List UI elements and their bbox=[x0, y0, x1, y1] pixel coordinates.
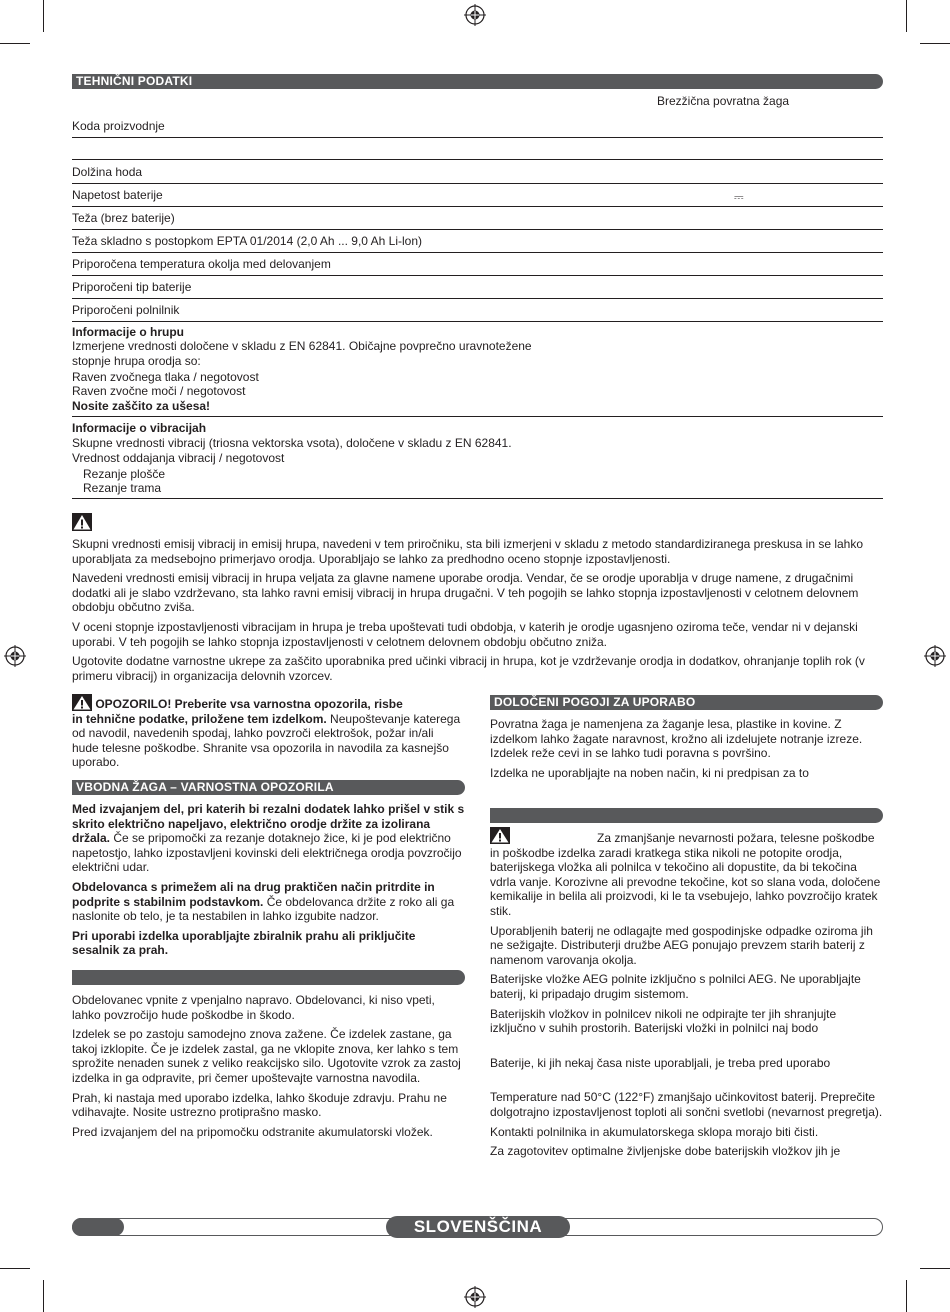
crop-mark bbox=[906, 1280, 907, 1312]
section-header-intended-use: DOLOČENI POGOJI ZA UPORABO bbox=[490, 695, 883, 710]
safety-bold: Med izvajanjem del, pri katerih bi rezalni dodatek lahko prišel v stik s skrito električno napeljavo, električno orodje držite za izolirana držala. bbox=[72, 802, 465, 846]
emission-paragraph: Ugotovite dodatne varnostne ukrepe za zaščito uporabnika pred učinki vibracij in hrupa, kot je vzdrževanje orodja in dodatkov, ohranjanje toplih rok (v primeru vibracij) in organizacija delovnih vzorcev. bbox=[72, 654, 865, 683]
tech-row-charger bbox=[72, 299, 883, 322]
product-name: Brezžična povratna žaga bbox=[657, 94, 790, 108]
emission-paragraph: V oceni stopnje izpostavljenosti vibracijam in hrupa je treba upoštevati tudi obdobja, v katerih je orodje ugasnjeno oziroma teče, vendar ni v dejanski uporabi. V teh pogojih se lahko stopnja izpostavljenosti v celotnem delovnem obdobju občutno zniža. bbox=[72, 619, 858, 649]
safety-rest: Če obdelovanca držite z roko ali ga naslonite ob telo, je ta nestabilen in lahko izgubite nadzor. bbox=[72, 894, 455, 924]
safety-rest: Če se pripomočki za rezanje dotaknejo žice, ki je pod električno napetostjo, lahko izpostavljeni kovinski deli električnega orodja povzročijo električni udar. bbox=[72, 831, 462, 875]
vibration-text: Skupne vrednosti vibracij (triosna vektorska vsota), določene v skladu z EN 62841. bbox=[72, 436, 512, 450]
crop-mark bbox=[43, 1280, 44, 1312]
vibration-heading: Informacije o vibracijah bbox=[72, 421, 207, 435]
battery-paragraph: Baterijskih vložkov in polnilcev nikoli ne odpirajte ter jih shranjujte izključno v suhih prostorih. Baterijski vložki in polnilci naj bodo bbox=[490, 1006, 837, 1036]
emission-paragraph: Skupni vrednosti emisij vibracij in emisij hrupa, navedeni v tem priročniku, sta bili izmerjeni v skladu z metodo standardiziranega preskusa in se lahko uporabljata za medsebojno primerjavo orodja. Uporabljajo se lahko za predhodno oceno stopnje izpostavljenosti. bbox=[72, 537, 864, 566]
additional-safety-text bbox=[72, 993, 466, 1144]
crop-mark bbox=[920, 43, 950, 44]
tech-data-header: TEHNIČNI PODATKI bbox=[72, 74, 883, 89]
general-warning bbox=[72, 694, 462, 775]
registration-mark-icon bbox=[464, 1286, 486, 1308]
vibration-text: Rezanje plošče bbox=[83, 467, 166, 481]
tech-row-label: Napetost baterije bbox=[72, 188, 163, 202]
noise-text: Izmerjene vrednosti določene v skladu z EN 62841. Običajne povprečno uravnotežene bbox=[72, 339, 532, 353]
tech-row-label: Priporočena temperatura okolja med delovanjem bbox=[72, 257, 331, 271]
section-header-jigsaw-safety: VBODNA ŽAGA – VARNOSTNA OPOZORILA bbox=[72, 780, 465, 795]
safety-bold: Pri uporabi izdelka uporabljajte zbiralnik prahu ali priključite sesalnik za prah. bbox=[72, 928, 416, 958]
vibration-text: Vrednost oddajanja vibracij / negotovost bbox=[72, 451, 285, 465]
battery-paragraph: Uporabljenih baterij ne odlagajte med gospodinjske odpadke oziroma jih ne sežigajte. Distributerji družbe AEG ponujajo prevzem starih baterij z namenom varovanja okolja. bbox=[490, 923, 873, 967]
tech-row-weight bbox=[72, 207, 883, 230]
noise-text: Raven zvočnega tlaka / negotovost bbox=[72, 370, 259, 384]
battery-paragraph: Temperature nad 50°C (122°F) zmanjšajo učinkovitost baterij. Preprečite dolgotrajno izpostavljenost toploti ali sončni svetlobi (nevarnost pregretja). bbox=[490, 1090, 883, 1119]
registration-mark-icon bbox=[924, 645, 946, 667]
safety-paragraph: Obdelovanec vpnite z vpenjalno napravo. Obdelovanci, ki niso vpeti, lahko povzročijo hude poškodbe in škodo. bbox=[72, 993, 435, 1022]
jigsaw-safety-text bbox=[72, 802, 466, 963]
tech-row-label: Dolžina hoda bbox=[72, 165, 143, 179]
warning-bold: OPOZORILO! Preberite vsa varnostna opozorila, risbe bbox=[95, 697, 403, 711]
warning-bold: in tehnične podatke, priložene tem izdelkom. bbox=[72, 711, 327, 726]
crop-mark bbox=[43, 0, 44, 32]
warning-rest: Neupoštevanje katerega od navodil, navedenih spodaj, lahko povzroči elektrošok, požar in/ali hude telesne poškodbe. Shranite vsa opozorila in navodila za kasnejšo uporabo. bbox=[72, 711, 461, 770]
safety-paragraph bbox=[72, 880, 466, 924]
section-header-blank bbox=[490, 808, 883, 823]
battery-paragraph: Baterije, ki jih nekaj časa niste uporabljali, je treba pred uporabo bbox=[490, 1055, 831, 1070]
registration-mark-icon bbox=[464, 4, 486, 26]
tech-row-temperature bbox=[72, 253, 883, 276]
safety-paragraph bbox=[72, 929, 466, 958]
tech-row-label: Teža skladno s postopkom EPTA 01/2014 (2,0 Ah ... 9,0 Ah Li-lon) bbox=[72, 234, 422, 248]
battery-paragraph: Baterijske vložke AEG polnite izključno s polnilci AEG. Ne uporabljajte baterij, ki pripadajo drugim sistemom. bbox=[490, 972, 861, 1001]
noise-ear-protection: Nosite zaščito za ušesa! bbox=[72, 399, 211, 413]
battery-text bbox=[490, 831, 883, 1164]
tech-row-label: Teža (brez baterije) bbox=[72, 211, 175, 225]
vibration-info-block bbox=[72, 417, 883, 499]
safety-paragraph bbox=[72, 802, 466, 875]
noise-text: stopnje hrupa orodja so: bbox=[72, 354, 201, 368]
emission-paragraph: Navedeni vrednosti emisij vibracij in hrupa veljata za glavne namene uporabe orodja. Vendar, če se orodje uporablja v druge namene, z drugačnimi dodatki ali je slabo vzdrževano, sta lahko ravni emisij vibracij in hrupa drugačni. V teh pogojih se lahko stopnja izpostavljenosti v celotnem delovnem obdobju občutno zviša. bbox=[72, 571, 859, 615]
vibration-text: Rezanje trama bbox=[83, 481, 162, 495]
tech-row-voltage bbox=[72, 184, 883, 207]
noise-heading: Informacije o hrupu bbox=[72, 325, 185, 339]
use-paragraph: Povratna žaga je namenjena za žaganje lesa, plastike in kovine. Z izdelkom lahko žagate naravnost, krožno ali izdelujete notranje izreze. Izdelek reže cevi in se lahko tudi poravna s površino. bbox=[490, 717, 863, 761]
tech-row-stroke bbox=[72, 160, 883, 184]
tech-row-weight-epta bbox=[72, 230, 883, 253]
safety-bold: Obdelovanca s primežem ali na drug praktičen način pritrdite in podprite s stabilnim podstavkom. bbox=[72, 879, 435, 909]
tech-row-production-code bbox=[72, 114, 883, 138]
dc-symbol-icon: ⎓ bbox=[734, 190, 744, 204]
noise-text: Raven zvočne moči / negotovost bbox=[72, 384, 246, 398]
crop-mark bbox=[0, 43, 30, 44]
tech-row-label: Priporočeni polnilnik bbox=[72, 303, 180, 317]
tech-row-battery-type bbox=[72, 276, 883, 299]
tech-row-empty bbox=[72, 138, 883, 160]
crop-mark bbox=[920, 1268, 950, 1269]
noise-info-block bbox=[72, 322, 883, 417]
safety-paragraph: Izdelek se po zastoju samodejno znova zažene. Če izdelek zastane, ga takoj izklopite. Če je izdelek zastal, ga ne vklopite znova, ker lahko s tem sprožite nenaden sunek z veliko reakcijsko silo. Ugotovite vzrok za zastoj izdelka in ga odpravite, pri čemer upoštevajte varnostna navodila. bbox=[72, 1027, 461, 1085]
battery-paragraph: Za zmanjšanje nevarnosti požara, telesne poškodbe in poškodbe izdelka zaradi kratkega stika nikoli ne potopite orodja, baterijskega vložka ali polnilca v tekočino ali dopustite, da bi tekočina vdrla vanje. Korozivne ali prevodne tekočine, kot so slana voda, določene kemikalije in belila ali proizvodi, ki le ta vsebujejo, lahko povzročijo kratek stik. bbox=[490, 831, 881, 918]
battery-paragraph: Kontakti polnilnika in akumulatorskega sklopa morajo biti čisti. bbox=[490, 1124, 819, 1139]
warning-triangle-icon bbox=[72, 513, 92, 531]
registration-mark-icon bbox=[4, 645, 26, 667]
tech-row-label: Priporočeni tip baterije bbox=[72, 280, 192, 294]
use-paragraph: Izdelka ne uporabljajte na noben način, ki ni predpisan za to bbox=[490, 765, 809, 780]
general-warning-text bbox=[72, 694, 462, 770]
page-number-tab bbox=[72, 1218, 124, 1236]
language-label: SLOVENŠČINA bbox=[386, 1216, 570, 1238]
safety-paragraph: Prah, ki nastaja med uporabo izdelka, lahko škoduje zdravju. Prahu ne vdihavajte. Nosite ustrezno protiprašno masko. bbox=[72, 1090, 447, 1120]
battery-paragraph: Za zagotovitev optimalne življenjske dobe baterijskih vložkov jih je bbox=[490, 1144, 841, 1159]
safety-paragraph: Pred izvajanjem del na pripomočku odstranite akumulatorski vložek. bbox=[72, 1124, 433, 1139]
intended-use-text bbox=[490, 717, 883, 785]
crop-mark bbox=[906, 0, 907, 32]
warning-triangle-icon bbox=[72, 694, 92, 711]
tech-row-label: Koda proizvodnje bbox=[72, 119, 165, 133]
emission-info bbox=[72, 537, 883, 688]
crop-mark bbox=[0, 1268, 30, 1269]
section-header-blank bbox=[72, 970, 465, 985]
